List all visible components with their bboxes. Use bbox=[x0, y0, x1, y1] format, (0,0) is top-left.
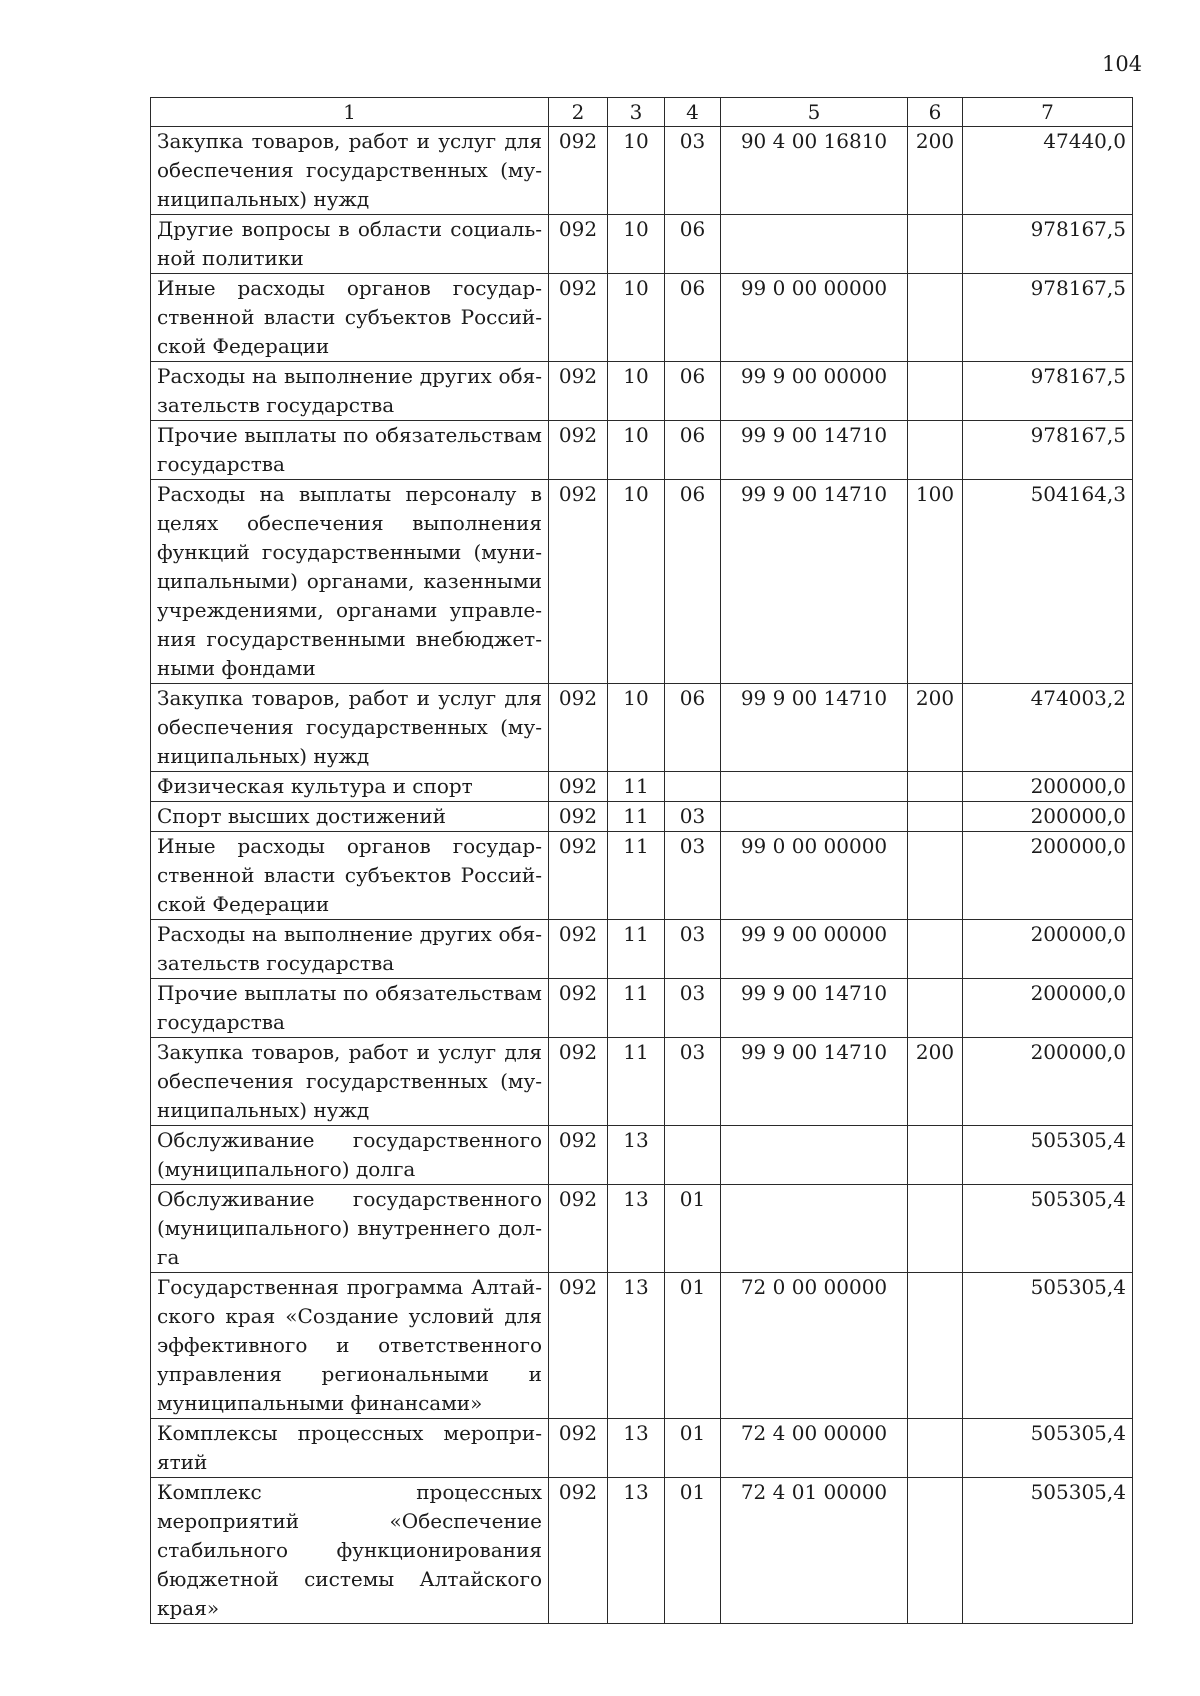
column-header: 4 bbox=[665, 98, 721, 127]
expense-type-cell bbox=[908, 1478, 963, 1624]
amount-cell: 200000,0 bbox=[963, 832, 1133, 920]
target-article-cell: 90 4 00 16810 bbox=[721, 127, 908, 215]
subsection-cell bbox=[665, 1126, 721, 1185]
table-row bbox=[151, 1419, 1133, 1478]
target-article-cell bbox=[721, 1126, 908, 1185]
row-name-cell: Прочие выплаты по обязательствам государства bbox=[151, 979, 549, 1038]
admin-code-cell: 092 bbox=[549, 684, 608, 772]
section-cell: 13 bbox=[608, 1478, 665, 1624]
column-header: 5 bbox=[721, 98, 908, 127]
section-cell: 11 bbox=[608, 802, 665, 832]
admin-code-cell: 092 bbox=[549, 215, 608, 274]
section-cell: 11 bbox=[608, 832, 665, 920]
section-cell: 10 bbox=[608, 421, 665, 480]
row-name-cell: Закупка товаров, работ и услуг для обеспечения государственных (муниципальных) нужд bbox=[151, 1038, 549, 1126]
subsection-cell: 01 bbox=[665, 1419, 721, 1478]
amount-cell: 47440,0 bbox=[963, 127, 1133, 215]
table-row bbox=[151, 772, 1133, 802]
section-cell: 13 bbox=[608, 1273, 665, 1419]
table-row bbox=[151, 1185, 1133, 1273]
table-row bbox=[151, 421, 1133, 480]
admin-code-cell: 092 bbox=[549, 421, 608, 480]
target-article-cell: 72 4 00 00000 bbox=[721, 1419, 908, 1478]
section-cell: 10 bbox=[608, 480, 665, 684]
amount-cell: 505305,4 bbox=[963, 1185, 1133, 1273]
subsection-cell: 01 bbox=[665, 1478, 721, 1624]
subsection-cell: 06 bbox=[665, 684, 721, 772]
section-cell: 10 bbox=[608, 215, 665, 274]
subsection-cell: 03 bbox=[665, 920, 721, 979]
section-cell: 13 bbox=[608, 1185, 665, 1273]
row-name-cell: Закупка товаров, работ и услуг для обеспечения государственных (муниципальных) нужд bbox=[151, 127, 549, 215]
section-cell: 10 bbox=[608, 684, 665, 772]
expense-type-cell bbox=[908, 802, 963, 832]
table-row bbox=[151, 1273, 1133, 1419]
admin-code-cell: 092 bbox=[549, 127, 608, 215]
target-article-cell: 99 9 00 14710 bbox=[721, 684, 908, 772]
row-name-cell: Комплекс процессных мероприятий «Обеспечение стабильного функционирования бюджетной системы Алтайского края» bbox=[151, 1478, 549, 1624]
target-article-cell bbox=[721, 772, 908, 802]
table-row bbox=[151, 480, 1133, 684]
target-article-cell: 99 9 00 14710 bbox=[721, 979, 908, 1038]
amount-cell: 505305,4 bbox=[963, 1126, 1133, 1185]
expense-type-cell: 200 bbox=[908, 684, 963, 772]
admin-code-cell: 092 bbox=[549, 1273, 608, 1419]
row-name-cell: Спорт высших достижений bbox=[151, 802, 549, 832]
table-row bbox=[151, 1126, 1133, 1185]
expense-type-cell bbox=[908, 421, 963, 480]
row-name-cell: Расходы на выполнение других обязательств государства bbox=[151, 920, 549, 979]
expense-type-cell bbox=[908, 979, 963, 1038]
subsection-cell bbox=[665, 772, 721, 802]
target-article-cell: 99 9 00 14710 bbox=[721, 421, 908, 480]
target-article-cell bbox=[721, 1185, 908, 1273]
column-header: 7 bbox=[963, 98, 1133, 127]
table-row bbox=[151, 127, 1133, 215]
row-name-cell: Иные расходы органов государственной власти субъектов Российской Федерации bbox=[151, 274, 549, 362]
admin-code-cell: 092 bbox=[549, 1419, 608, 1478]
amount-cell: 505305,4 bbox=[963, 1419, 1133, 1478]
section-cell: 11 bbox=[608, 979, 665, 1038]
row-name-cell: Иные расходы органов государственной власти субъектов Российской Федерации bbox=[151, 832, 549, 920]
amount-cell: 978167,5 bbox=[963, 362, 1133, 421]
budget-table bbox=[150, 97, 1133, 1624]
expense-type-cell bbox=[908, 772, 963, 802]
expense-type-cell bbox=[908, 1273, 963, 1419]
amount-cell: 200000,0 bbox=[963, 920, 1133, 979]
row-name-cell: Закупка товаров, работ и услуг для обеспечения государственных (муниципальных) нужд bbox=[151, 684, 549, 772]
admin-code-cell: 092 bbox=[549, 274, 608, 362]
expense-type-cell bbox=[908, 1126, 963, 1185]
subsection-cell: 03 bbox=[665, 979, 721, 1038]
subsection-cell: 01 bbox=[665, 1185, 721, 1273]
target-article-cell bbox=[721, 802, 908, 832]
amount-cell: 978167,5 bbox=[963, 274, 1133, 362]
page-number: 104 bbox=[1102, 52, 1143, 76]
subsection-cell: 03 bbox=[665, 832, 721, 920]
table-row bbox=[151, 832, 1133, 920]
expense-type-cell: 200 bbox=[908, 127, 963, 215]
row-name-cell: Комплексы процессных мероприятий bbox=[151, 1419, 549, 1478]
admin-code-cell: 092 bbox=[549, 772, 608, 802]
section-cell: 13 bbox=[608, 1126, 665, 1185]
expense-type-cell: 200 bbox=[908, 1038, 963, 1126]
expense-type-cell bbox=[908, 1185, 963, 1273]
admin-code-cell: 092 bbox=[549, 1185, 608, 1273]
admin-code-cell: 092 bbox=[549, 1478, 608, 1624]
section-cell: 11 bbox=[608, 772, 665, 802]
target-article-cell bbox=[721, 215, 908, 274]
target-article-cell: 99 9 00 14710 bbox=[721, 480, 908, 684]
column-header: 6 bbox=[908, 98, 963, 127]
row-name-cell: Обслуживание государственного (муниципального) внутреннего долга bbox=[151, 1185, 549, 1273]
subsection-cell: 01 bbox=[665, 1273, 721, 1419]
amount-cell: 505305,4 bbox=[963, 1273, 1133, 1419]
admin-code-cell: 092 bbox=[549, 480, 608, 684]
section-cell: 13 bbox=[608, 1419, 665, 1478]
admin-code-cell: 092 bbox=[549, 362, 608, 421]
amount-cell: 978167,5 bbox=[963, 215, 1133, 274]
expense-type-cell bbox=[908, 362, 963, 421]
table-row bbox=[151, 215, 1133, 274]
subsection-cell: 03 bbox=[665, 1038, 721, 1126]
subsection-cell: 06 bbox=[665, 421, 721, 480]
row-name-cell: Прочие выплаты по обязательствам государства bbox=[151, 421, 549, 480]
target-article-cell: 72 0 00 00000 bbox=[721, 1273, 908, 1419]
subsection-cell: 03 bbox=[665, 127, 721, 215]
header-row bbox=[151, 98, 1133, 127]
table-row bbox=[151, 1038, 1133, 1126]
target-article-cell: 99 9 00 00000 bbox=[721, 362, 908, 421]
section-cell: 10 bbox=[608, 274, 665, 362]
table-row bbox=[151, 920, 1133, 979]
amount-cell: 474003,2 bbox=[963, 684, 1133, 772]
expense-type-cell bbox=[908, 920, 963, 979]
section-cell: 11 bbox=[608, 1038, 665, 1126]
expense-type-cell bbox=[908, 1419, 963, 1478]
amount-cell: 200000,0 bbox=[963, 802, 1133, 832]
row-name-cell: Физическая культура и спорт bbox=[151, 772, 549, 802]
subsection-cell: 06 bbox=[665, 274, 721, 362]
admin-code-cell: 092 bbox=[549, 920, 608, 979]
amount-cell: 200000,0 bbox=[963, 1038, 1133, 1126]
admin-code-cell: 092 bbox=[549, 802, 608, 832]
section-cell: 10 bbox=[608, 362, 665, 421]
target-article-cell: 99 0 00 00000 bbox=[721, 274, 908, 362]
target-article-cell: 99 9 00 14710 bbox=[721, 1038, 908, 1126]
column-header: 2 bbox=[549, 98, 608, 127]
row-name-cell: Обслуживание государственного (муниципального) долга bbox=[151, 1126, 549, 1185]
column-header: 3 bbox=[608, 98, 665, 127]
subsection-cell: 03 bbox=[665, 802, 721, 832]
target-article-cell: 99 9 00 00000 bbox=[721, 920, 908, 979]
table-row bbox=[151, 362, 1133, 421]
row-name-cell: Другие вопросы в области социальной политики bbox=[151, 215, 549, 274]
row-name-cell: Расходы на выплаты персоналу в целях обеспечения выполнения функций государственными (муниципальными) органами, казенными учреждениями, органами управления государственными внебюджетными фондами bbox=[151, 480, 549, 684]
expense-type-cell bbox=[908, 274, 963, 362]
target-article-cell: 99 0 00 00000 bbox=[721, 832, 908, 920]
subsection-cell: 06 bbox=[665, 480, 721, 684]
section-cell: 11 bbox=[608, 920, 665, 979]
target-article-cell: 72 4 01 00000 bbox=[721, 1478, 908, 1624]
expense-type-cell bbox=[908, 215, 963, 274]
subsection-cell: 06 bbox=[665, 215, 721, 274]
admin-code-cell: 092 bbox=[549, 1038, 608, 1126]
admin-code-cell: 092 bbox=[549, 1126, 608, 1185]
admin-code-cell: 092 bbox=[549, 979, 608, 1038]
table-row bbox=[151, 802, 1133, 832]
admin-code-cell: 092 bbox=[549, 832, 608, 920]
column-header: 1 bbox=[151, 98, 549, 127]
expense-type-cell: 100 bbox=[908, 480, 963, 684]
table-row bbox=[151, 684, 1133, 772]
amount-cell: 200000,0 bbox=[963, 772, 1133, 802]
amount-cell: 505305,4 bbox=[963, 1478, 1133, 1624]
amount-cell: 200000,0 bbox=[963, 979, 1133, 1038]
row-name-cell: Государственная программа Алтайского края «Создание условий для эффективного и ответственного управления региональными и муниципальными финансами» bbox=[151, 1273, 549, 1419]
amount-cell: 978167,5 bbox=[963, 421, 1133, 480]
subsection-cell: 06 bbox=[665, 362, 721, 421]
section-cell: 10 bbox=[608, 127, 665, 215]
table-row bbox=[151, 274, 1133, 362]
table-row bbox=[151, 979, 1133, 1038]
table-row bbox=[151, 1478, 1133, 1624]
amount-cell: 504164,3 bbox=[963, 480, 1133, 684]
row-name-cell: Расходы на выполнение других обязательств государства bbox=[151, 362, 549, 421]
expense-type-cell bbox=[908, 832, 963, 920]
